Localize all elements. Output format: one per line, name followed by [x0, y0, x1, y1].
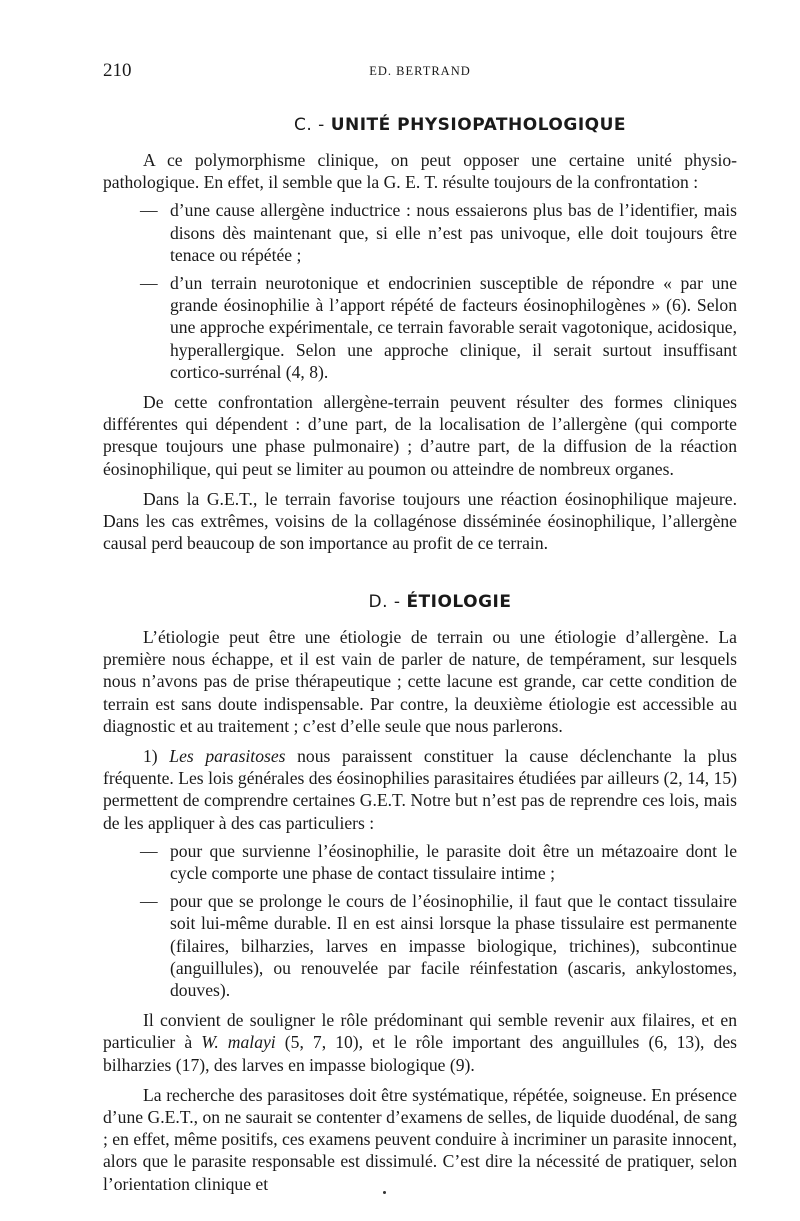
section-c-heading — [143, 115, 777, 135]
page-header — [103, 60, 737, 84]
italic-term: Les parasitoses — [169, 746, 286, 767]
paragraph: Dans la G.E.T., le terrain favorise toujours une réaction éosinophilique majeure. Dans les cas extrêmes, voisins de la collagénose disséminée éosinophilique, l’allergène causal perd beaucoup de son importance au profit de ce terrain. — [103, 488, 737, 554]
paragraph-text: (5, 7, 10), et le rôle important des anguillules (6, 13), des bilharzies (17), des larves en impasse biologique (9). — [103, 1032, 737, 1075]
dash-item — [103, 840, 737, 884]
page-dot-mark — [383, 1191, 386, 1194]
paragraph-text: nous paraissent constituer la cause déclenchante la plus fréquente. Les lois générales des éosinophilies parasitaires étudiées par ailleurs (2, 14, 15) permettent de comprendre certaines G.E.T. Notre but n’est pas de reprendre ces lois, mais de les appliquer à des cas particuliers : — [103, 746, 738, 833]
paragraph — [103, 745, 737, 834]
paragraph-text: Il convient de souligner le rôle prédominant qui semble revenir aux filaires, et en particulier à — [103, 1010, 737, 1053]
dash-text: pour que se prolonge le cours de l’éosinophilie, il faut que le contact tissulaire soit lui-même durable. Il en est ainsi lorsque la phase tissulaire est permanente (filaires, bilharzies, larves en impasse biologique, trichines), subcontinue (anguillules), ou renouvelée par facile réinfestation (ascaris, ankylostomes, douves). — [170, 891, 737, 1001]
section-c-body — [103, 149, 737, 554]
section-d-title: ÉTIOLOGIE — [406, 592, 512, 612]
dash-item — [103, 199, 737, 266]
paragraph: A ce polymorphisme clinique, on peut opposer une certaine unité physio-pathologique. En effet, il semble que la G. E. T. résulte toujours de la confrontation : — [103, 150, 737, 193]
running-head: ED. BERTRAND — [369, 64, 471, 78]
paragraph: L’étiologie peut être une étiologie de terrain ou une étiologie d’allergène. La première nous échappe, et il est vain de parler de nature, de tempérament, sur lesquels nous n’avons pas de prise thérapeutique ; cette lacune est grande, car cette condition de terrain est sans doute indispensable. Par contre, la deuxième étiologie est accessible au diagnostic et au traitement ; c’est d’elle seule que nous parlerons. — [103, 627, 737, 736]
dash-mark: — — [140, 200, 158, 221]
dash-text: pour que survienne l’éosinophilie, le parasite doit être un métazoaire dont le cycle comporte une phase de contact tissulaire intime ; — [170, 840, 737, 884]
page-number: 210 — [103, 60, 132, 81]
dash-mark: — — [140, 273, 158, 294]
dash-mark: — — [140, 840, 158, 861]
dash-mark: — — [140, 891, 158, 912]
section-d-prefix: D. - — [368, 592, 407, 612]
dash-item — [103, 890, 737, 1001]
italic-term: W. malayi — [201, 1032, 276, 1053]
dash-text: d’un terrain neurotonique et endocrinien susceptible de répondre « par une grande éosinophilie à l’apport répété de facteurs éosinophilogènes » (6). Selon une approche expérimentale, ce terrain favorable serait vagotonique, acidosique, hyperallergique. Selon une approche clinique, il serait surtout insuffisant cortico-surrénal (4, 8). — [170, 273, 737, 382]
dash-text: d’une cause allergène inductrice : nous essaierons plus bas de l’identifier, mais disons dès maintenant que, si elle n’est pas univoque, elle doit toujours être tenace ou répétée ; — [170, 200, 737, 265]
section-d-heading — [123, 592, 757, 612]
paragraph — [103, 1009, 737, 1076]
paragraph: La recherche des parasitoses doit être systématique, répétée, soigneuse. En présence d’une G.E.T., on ne saurait se contenter d’examens de selles, de liquide duodénal, de sang ; en effet, même positifs, ces examens peuvent conduire à incriminer un parasite innocent, alors que le parasite responsable est dissimulé. C’est dire la nécessité de pratiquer, selon l’orientation clinique et — [103, 1084, 737, 1194]
section-c-prefix: C. - — [293, 115, 331, 135]
paragraph: De cette confrontation allergène-terrain peuvent résulter des formes cliniques différentes qui dépendent : d’une part, de la localisation de l’allergène (qui comporte presque toujours une phase pulmonaire) ; d’autre part, de la diffusion de la réaction éosinophilique, qui peut se limiter au poumon ou atteindre de nombreux organes. — [103, 392, 737, 479]
list-number: 1) — [143, 746, 170, 767]
dash-item — [103, 272, 737, 383]
section-c-title: UNITÉ PHYSIOPATHOLOGIQUE — [330, 115, 627, 135]
section-d-body — [103, 626, 737, 1195]
